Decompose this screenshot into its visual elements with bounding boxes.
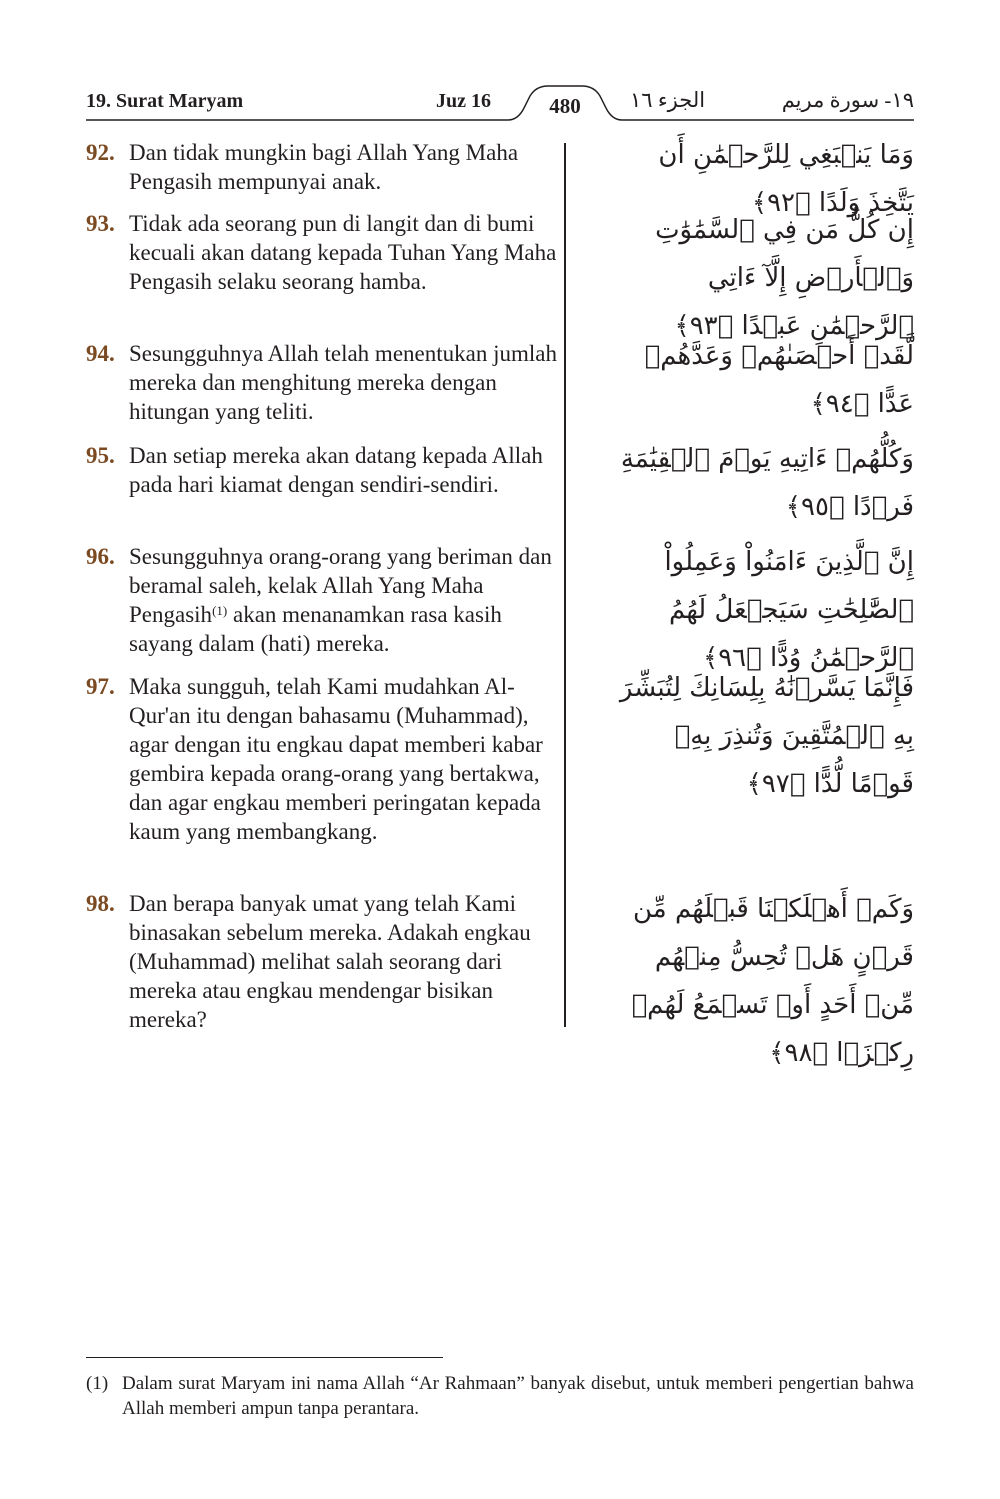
footnote-text: Dalam surat Maryam ini nama Allah “Ar Rahmaan” banyak disebut, untuk memberi pengertian bahwa Allah memberi ampun tanpa perantara.	[122, 1373, 914, 1419]
verse-number: 95.	[86, 443, 115, 468]
verse-92	[86, 138, 560, 196]
verse-number: 93.	[86, 211, 115, 236]
verse-number: 92.	[86, 140, 115, 165]
verse-number: 98.	[86, 891, 115, 916]
verse-94	[86, 339, 560, 426]
juz-label-arabic: الجزء ١٦	[630, 88, 706, 112]
verse-96	[86, 542, 560, 658]
verse-translation: Dan berapa banyak umat yang telah Kami binasakan sebelum mereka. Adakah engkau (Muhammad) melihat salah seorang dari mereka atau engkau mendengar bisikan mereka?	[129, 891, 531, 1032]
verse-93-arabic: إِن كُلُّ مَن فِي ٱلسَّمَٰوَٰتِ وَٱلۡأَرۡضِ إِلَّآ ءَاتِي ٱلرَّحۡمَٰنِ عَبۡدًا ﴿٩٣﴾	[655, 215, 914, 341]
verse-number: 94.	[86, 341, 115, 366]
verse-translation: Tidak ada seorang pun di langit dan di bumi kecuali akan datang kepada Tuhan Yang Maha Pengasih selaku seorang hamba.	[129, 211, 557, 294]
surah-title-arabic: ١٩- سورة مريم	[781, 88, 914, 112]
verse-98	[86, 889, 560, 1034]
footnote-reference[interactable]: (1)	[212, 603, 228, 618]
verse-translation: Sesungguhnya Allah telah menentukan jumlah mereka dan menghitung mereka dengan hitungan yang teliti.	[129, 341, 557, 424]
footnote-separator	[86, 1357, 443, 1358]
footnote	[86, 1371, 914, 1421]
verse-translation	[129, 542, 560, 658]
verse-94-arabic: لَّقَدۡ أَحۡصَىٰهُمۡ وَعَدَّهُمۡ عَدًّا ﴿٩٤﴾	[644, 341, 914, 419]
verse-92-arabic: وَمَا يَنۢبَغِي لِلرَّحۡمَٰنِ أَن يَتَّخِذَ وَلَدًا ﴿٩٢﴾	[658, 140, 914, 218]
verse-text-part: akan menanamkan rasa kasih sayang dalam (hati) mereka.	[129, 602, 502, 656]
footnote-marker: (1)	[86, 1373, 109, 1394]
verse-translation: Maka sungguh, telah Kami mudahkan Al-Qur'an itu dengan bahasamu (Muhammad), agar dengan itu engkau dapat memberi kabar gembira kepada orang-orang yang bertakwa, dan agar engkau memberi peringatan kepada kaum yang membangkang.	[129, 674, 543, 844]
verse-95	[86, 441, 560, 499]
verse-number: 96.	[86, 544, 115, 569]
surah-title-latin: 19. Surat Maryam	[86, 90, 244, 112]
page-number: 480	[549, 94, 581, 118]
verse-93	[86, 209, 560, 296]
verse-97-arabic: فَإِنَّمَا يَسَّرۡنَٰهُ بِلِسَانِكَ لِتُبَشِّرَ بِهِ ٱلۡمُتَّقِينَ وَتُنذِرَ بِهِۦ قَوۡمًا لُّدًّا ﴿٩٧﴾	[619, 673, 914, 799]
column-divider	[564, 143, 566, 1027]
verse-95-arabic: وَكُلُّهُمۡ ءَاتِيهِ يَوۡمَ ٱلۡقِيَٰمَةِ فَرۡدًا ﴿٩٥﴾	[620, 444, 914, 522]
juz-label-latin: Juz 16	[436, 90, 491, 112]
verse-98-arabic: وَكَمۡ أَهۡلَكۡنَا قَبۡلَهُم مِّن قَرۡنٍ هَلۡ تُحِسُّ مِنۡهُم مِّنۡ أَحَدٍ أَوۡ تَسۡمَعُ لَهُمۡ رِكۡزَۢا ﴿٩٨﴾	[631, 894, 914, 1068]
verse-97	[86, 672, 560, 846]
verse-number: 97.	[86, 674, 115, 699]
page-header	[0, 0, 1000, 130]
verse-translation: Dan setiap mereka akan datang kepada Allah pada hari kiamat dengan sendiri-sendiri.	[129, 443, 543, 497]
verse-text-part: Sesungguhnya orang-orang yang beriman dan beramal saleh, kelak Allah Yang Maha Pengasih	[129, 544, 552, 627]
verse-translation: Dan tidak mungkin bagi Allah Yang Maha Pengasih mempunyai anak.	[129, 140, 519, 194]
verse-96-arabic: إِنَّ ٱلَّذِينَ ءَامَنُواْ وَعَمِلُواْ ٱلصَّٰلِحَٰتِ سَيَجۡعَلُ لَهُمُ ٱلرَّحۡمَٰنُ وُدًّا ﴿٩٦﴾	[664, 547, 914, 673]
